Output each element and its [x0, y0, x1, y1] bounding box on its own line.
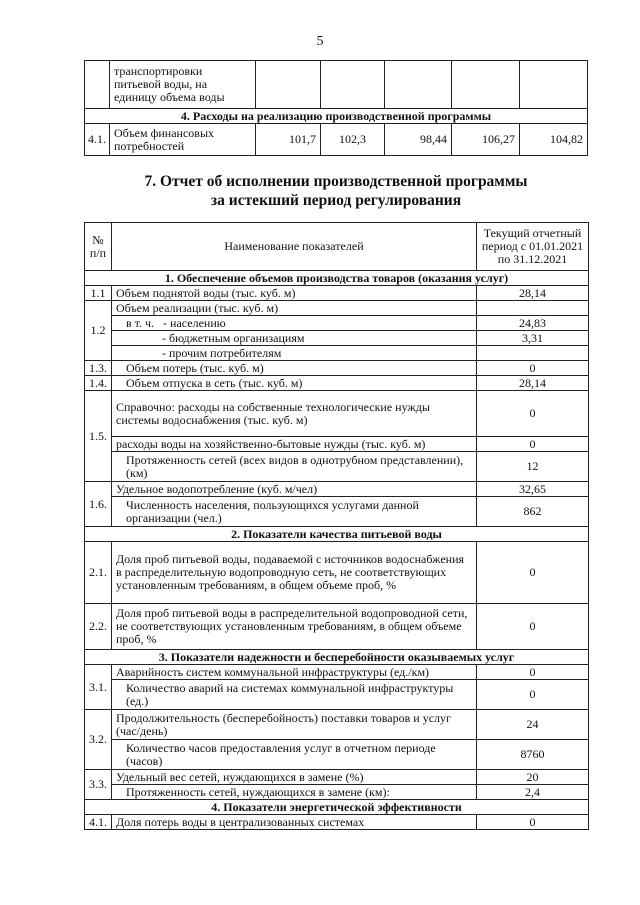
row-number: 1.6. — [85, 482, 112, 527]
section-heading: 3. Показатели надежности и бесперебойности оказываемых услуг — [85, 650, 589, 665]
row-label: Количество часов предоставления услуг в отчетном периоде (часов) — [112, 740, 477, 770]
table-row — [85, 331, 589, 346]
row-label: Объем поднятой воды (тыс. куб. м) — [112, 286, 477, 301]
section-row — [85, 109, 588, 124]
row-label: Объем отпуска в сеть (тыс. куб. м) — [112, 376, 477, 391]
row-number: 4.1. — [85, 124, 110, 156]
row-label — [112, 316, 477, 331]
value-cell: 0 — [477, 604, 589, 650]
table-row — [85, 482, 589, 497]
value-cell: 24,83 — [477, 316, 589, 331]
table-row — [85, 542, 589, 604]
table-row — [85, 604, 589, 650]
table-row — [85, 361, 589, 376]
table-row — [85, 770, 589, 785]
row-sublabel: - прочим потребителям — [112, 346, 477, 361]
value-cell: 28,14 — [477, 286, 589, 301]
table-row — [85, 286, 589, 301]
table-row — [85, 346, 589, 361]
row-prefix: в т. ч. — [126, 315, 155, 330]
row-label: Справочно: расходы на собственные технологические нужды системы водоснабжения (тыс. куб. м) — [112, 391, 477, 437]
row-label: Численность населения, пользующихся услугами данной организации (чел.) — [112, 497, 477, 527]
row-number: 3.2. — [85, 710, 112, 770]
row-number: 3.3. — [85, 770, 112, 800]
row-number: 3.1. — [85, 665, 112, 710]
value-cell: 101,7 — [256, 124, 321, 156]
table-row — [85, 785, 589, 800]
table-row — [85, 301, 589, 316]
continued-label: транспортировки питьевой воды, на единицу объема воды — [110, 61, 256, 109]
section-heading: 4. Показатели энергетической эффективности — [85, 800, 589, 815]
header-period: Текущий отчетный период с 01.01.2021 по 31.12.2021 — [477, 223, 589, 271]
row-sublabel: - бюджетным организациям — [112, 331, 477, 346]
section-title — [0, 172, 640, 210]
value-cell: 12 — [477, 452, 589, 482]
section-heading: 4. Расходы на реализацию производственной программы — [85, 109, 588, 124]
section-heading: 2. Показатели качества питьевой воды — [85, 527, 589, 542]
value-cell: 3,31 — [477, 331, 589, 346]
section-row — [85, 650, 589, 665]
table-row — [85, 452, 589, 482]
table-row — [85, 376, 589, 391]
top-table — [84, 60, 588, 156]
row-number: 2.2. — [85, 604, 112, 650]
value-cell: 2,4 — [477, 785, 589, 800]
table-row — [85, 316, 589, 331]
table-row — [85, 680, 589, 710]
section-row — [85, 527, 589, 542]
value-cell: 0 — [477, 680, 589, 710]
value-cell: 0 — [477, 665, 589, 680]
value-cell: 0 — [477, 437, 589, 452]
row-label: Удельный вес сетей, нуждающихся в замене (%) — [112, 770, 477, 785]
title-line-2: за истекший период регулирования — [210, 192, 462, 209]
row-number: 1.2 — [85, 301, 112, 361]
row-label: Продолжительность (бесперебойность) поставки товаров и услуг (час/день) — [112, 710, 477, 740]
value-cell: 0 — [477, 361, 589, 376]
value-cell: 0 — [477, 391, 589, 437]
value-cell: 862 — [477, 497, 589, 527]
row-number: 1.1 — [85, 286, 112, 301]
header-num: № п/п — [85, 223, 112, 271]
value-cell: 20 — [477, 770, 589, 785]
table-row — [85, 815, 589, 830]
value-cell: 0 — [477, 815, 589, 830]
value-cell: 104,82 — [520, 124, 588, 156]
row-sublabel: - населению — [163, 315, 226, 330]
value-cell: 98,44 — [385, 124, 452, 156]
value-cell: 102,3 — [321, 124, 385, 156]
row-label: Протяженность сетей (всех видов в однотрубном представлении), (км) — [112, 452, 477, 482]
title-line-1: 7. Отчет об исполнении производственной программы — [144, 173, 528, 190]
row-label: Протяженность сетей, нуждающихся в замене (км): — [112, 785, 477, 800]
section-row — [85, 800, 589, 815]
table-row — [85, 61, 588, 109]
row-number: 1.5. — [85, 391, 112, 482]
table-row — [85, 437, 589, 452]
table-row — [85, 710, 589, 740]
table-row — [85, 124, 588, 156]
row-number: 1.4. — [85, 376, 112, 391]
header-name: Наименование показателей — [112, 223, 477, 271]
value-cell: 8760 — [477, 740, 589, 770]
report-table — [84, 222, 589, 830]
row-label: Количество аварий на системах коммунальной инфраструктуры (ед.) — [112, 680, 477, 710]
row-label: Аварийность систем коммунальной инфраструктуры (ед./км) — [112, 665, 477, 680]
table-row — [85, 497, 589, 527]
value-cell: 0 — [477, 542, 589, 604]
row-label: расходы воды на хозяйственно-бытовые нужды (тыс. куб. м) — [112, 437, 477, 452]
row-label: Объем реализации (тыс. куб. м) — [112, 301, 477, 316]
table-row — [85, 740, 589, 770]
value-cell: 28,14 — [477, 376, 589, 391]
section-row — [85, 271, 589, 286]
section-heading: 1. Обеспечение объемов производства товаров (оказания услуг) — [85, 271, 589, 286]
row-label: Объем потерь (тыс. куб. м) — [112, 361, 477, 376]
page-number: 5 — [316, 34, 324, 49]
row-label: Удельное водопотребление (куб. м/чел) — [112, 482, 477, 497]
table-row — [85, 391, 589, 437]
value-cell: 106,27 — [452, 124, 520, 156]
row-label: Объем финансовых потребностей — [110, 124, 256, 156]
row-label: Доля проб питьевой воды, подаваемой с источников водоснабжения в распределительную водопроводную сеть, не соответствующих установленным требованиям, в общем объеме проб, % — [112, 542, 477, 604]
value-cell: 24 — [477, 710, 589, 740]
header-row — [85, 223, 589, 271]
value-cell: 32,65 — [477, 482, 589, 497]
row-number: 4.1. — [85, 815, 112, 830]
row-label: Доля потерь воды в централизованных системах — [112, 815, 477, 830]
row-number: 2.1. — [85, 542, 112, 604]
row-label: Доля проб питьевой воды в распределительной водопроводной сети, не соответствующих установленным требованиям, в общем объеме проб, % — [112, 604, 477, 650]
table-row — [85, 665, 589, 680]
row-number: 1.3. — [85, 361, 112, 376]
